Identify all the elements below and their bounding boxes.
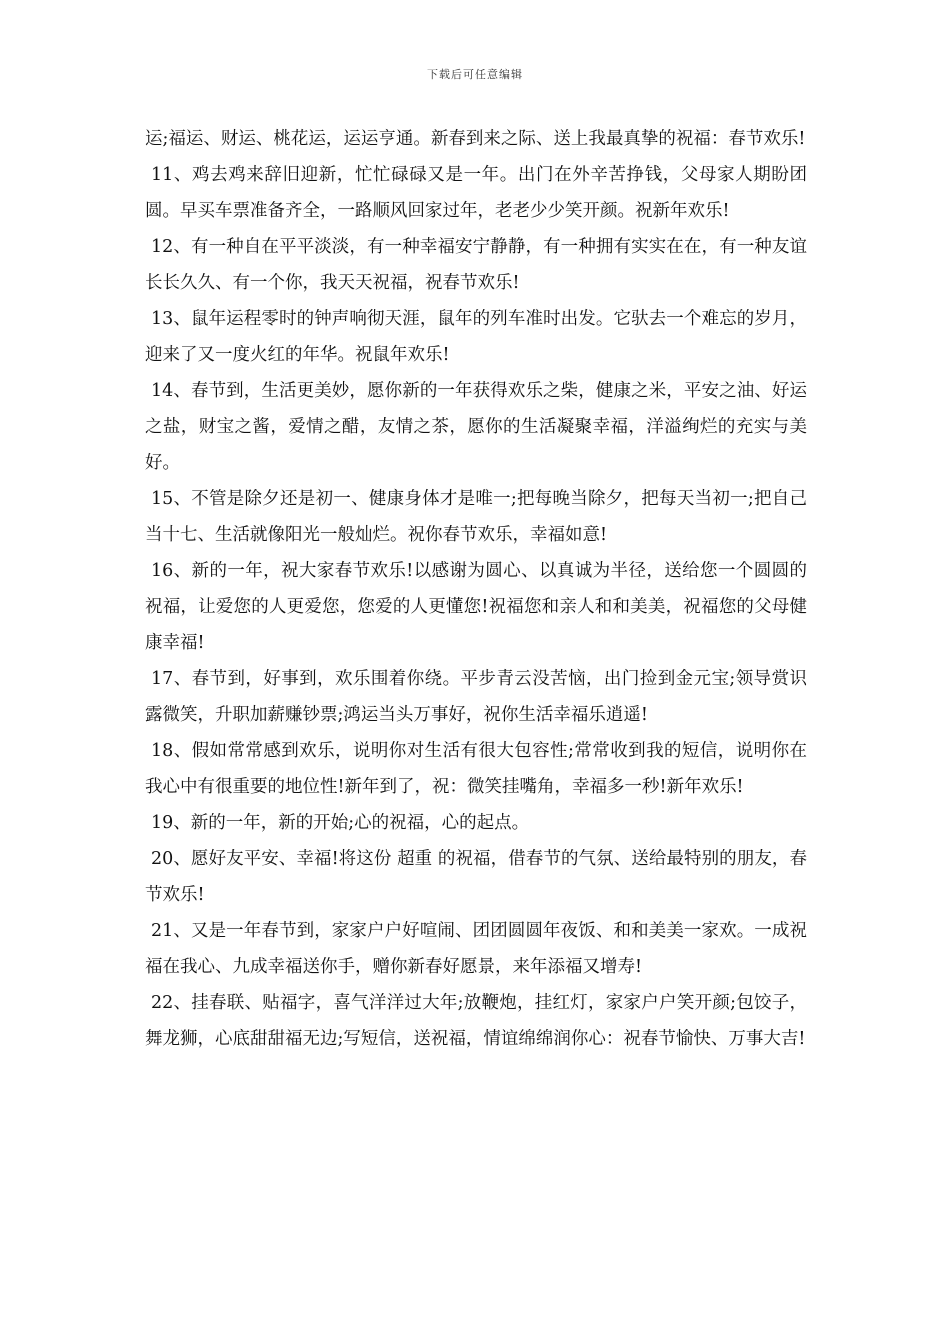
page-header: 下载后可任意编辑 (427, 68, 523, 81)
paragraph-item-22: 22、挂春联、贴福字，喜气洋洋过大年;放鞭炮，挂红灯，家家户户笑开颜;包饺子，舞龙狮，心底甜甜福无边;写短信，送祝福，情谊绵绵润你心：祝春节愉快、万事大吉! (145, 993, 807, 1049)
paragraph-item-14: 14、春节到，生活更美妙，愿你新的一年获得欢乐之柴，健康之米，平安之油、好运之盐，财宝之酱，爱情之醋，友情之茶，愿你的生活凝聚幸福，洋溢绚烂的充实与美好。 (145, 381, 807, 473)
document-body (145, 121, 807, 1057)
paragraph-item-18: 18、假如常常感到欢乐，说明你对生活有很大包容性;常常收到我的短信，说明你在我心中有很重要的地位性!新年到了，祝：微笑挂嘴角，幸福多一秒!新年欢乐! (145, 741, 807, 797)
paragraph-item-17: 17、春节到，好事到，欢乐围着你绕。平步青云没苦恼，出门捡到金元宝;领导赏识露微笑，升职加薪赚钞票;鸿运当头万事好，祝你生活幸福乐逍遥! (145, 669, 807, 725)
paragraph-item-15: 15、不管是除夕还是初一、健康身体才是唯一;把每晚当除夕，把每天当初一;把自己当十七、生活就像阳光一般灿烂。祝你春节欢乐，幸福如意! (145, 489, 807, 545)
paragraph-continuation: 运;福运、财运、桃花运，运运亨通。新春到来之际、送上我最真挚的祝福：春节欢乐! (145, 129, 806, 149)
paragraph-item-13: 13、鼠年运程零时的钟声响彻天涯，鼠年的列车准时出发。它驮去一个难忘的岁月，迎来了又一度火红的年华。祝鼠年欢乐! (145, 309, 807, 365)
paragraph-item-16: 16、新的一年，祝大家春节欢乐!以感谢为圆心、以真诚为半径，送给您一个圆圆的祝福，让爱您的人更爱您，您爱的人更懂您!祝福您和亲人和和美美，祝福您的父母健康幸福! (145, 561, 807, 653)
paragraph-item-20: 20、愿好友平安、幸福!将这份 超重 的祝福，借春节的气氛、送给最特别的朋友，春节欢乐! (145, 849, 807, 905)
paragraph-item-19: 19、新的一年，新的开始;心的祝福，心的起点。 (151, 813, 530, 833)
paragraph-item-21: 21、又是一年春节到，家家户户好喧闹、团团圆圆年夜饭、和和美美一家欢。一成祝福在我心、九成幸福送你手，赠你新春好愿景，来年添福又增寿! (145, 921, 807, 977)
paragraph-item-12: 12、有一种自在平平淡淡，有一种幸福安宁静静，有一种拥有实实在在，有一种友谊长长久久、有一个你，我天天祝福，祝春节欢乐! (145, 237, 807, 293)
paragraph-item-11: 11、鸡去鸡来辞旧迎新，忙忙碌碌又是一年。出门在外辛苦挣钱，父母家人期盼团圆。早买车票准备齐全，一路顺风回家过年，老老少少笑开颜。祝新年欢乐! (145, 165, 807, 221)
